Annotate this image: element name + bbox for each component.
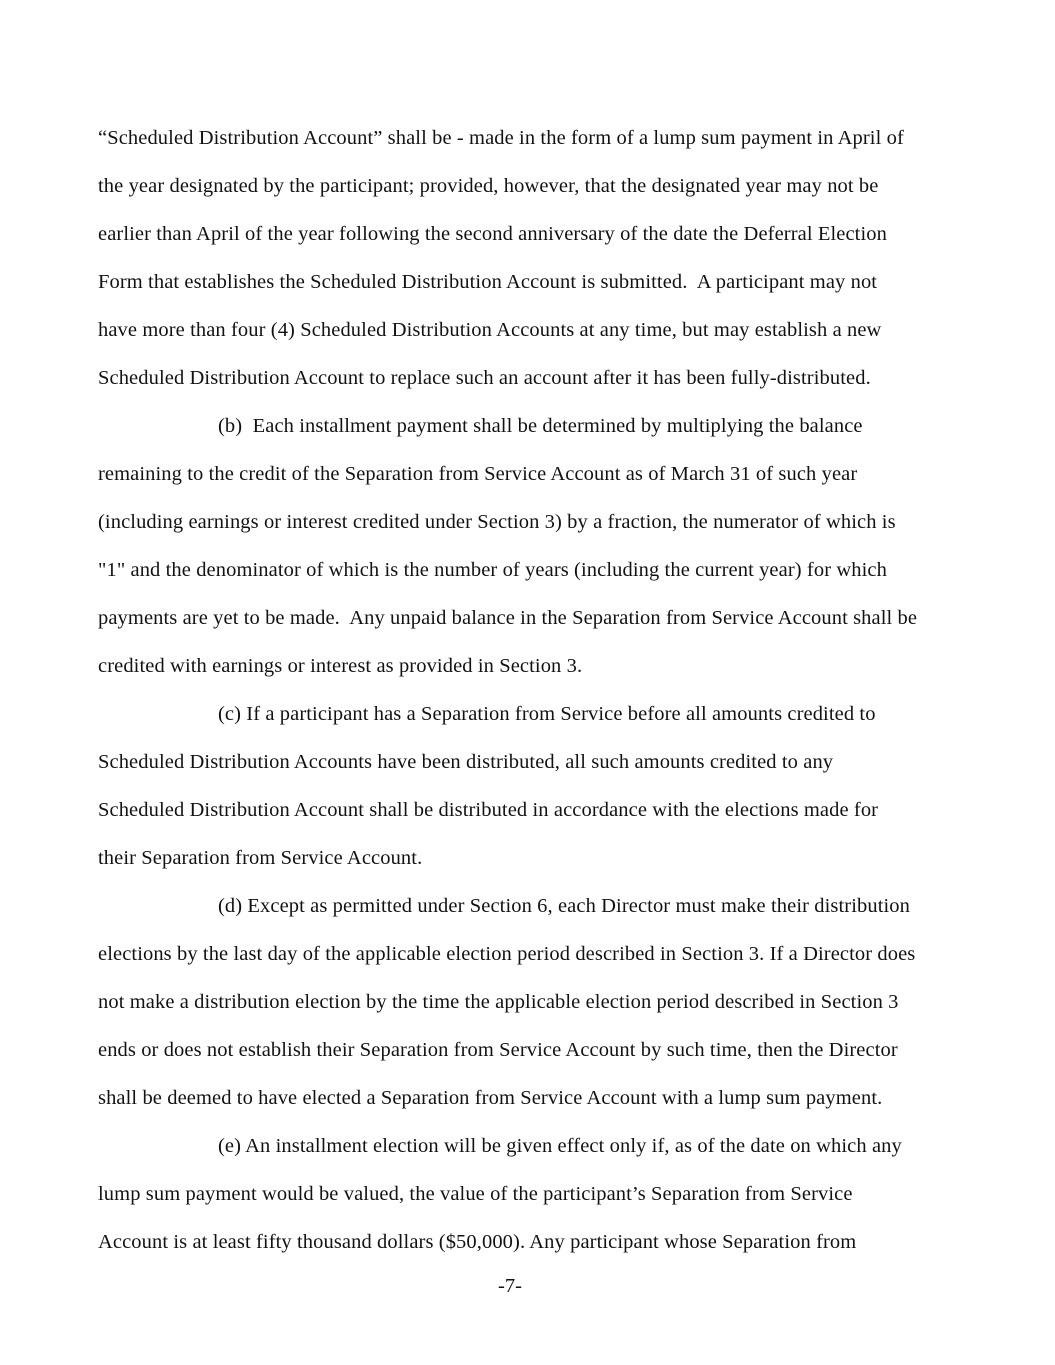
text-line: "1" and the denominator of which is the number of years (including the current year) for which — [98, 559, 887, 581]
paragraph — [98, 114, 935, 402]
text-line: ends or does not establish their Separation from Service Account by such time, then the Director — [98, 1039, 898, 1061]
text-line: elections by the last day of the applicable election period described in Section 3. If a Director does — [98, 943, 916, 965]
text-line: shall be deemed to have elected a Separation from Service Account with a lump sum payment. — [98, 1087, 883, 1109]
text-line: Scheduled Distribution Account to replace such an account after it has been fully-distributed. — [98, 367, 871, 389]
text-line: credited with earnings or interest as provided in Section 3. — [98, 655, 583, 677]
text-line: Scheduled Distribution Account shall be distributed in accordance with the elections made for — [98, 799, 879, 821]
text-line: (including earnings or interest credited under Section 3) by a fraction, the numerator of which is — [98, 511, 896, 533]
text-line: not make a distribution election by the time the applicable election period described in Section 3 — [98, 991, 899, 1013]
paragraph — [98, 882, 935, 1122]
text-line: Form that establishes the Scheduled Distribution Account is submitted. A participant may not — [98, 271, 878, 293]
text-line: Scheduled Distribution Accounts have been distributed, all such amounts credited to any — [98, 751, 834, 773]
paragraph — [98, 402, 935, 690]
paragraph — [98, 690, 935, 882]
document-body — [98, 114, 935, 1266]
text-line: Account is at least fifty thousand dollars ($50,000). Any participant whose Separation from — [98, 1231, 857, 1253]
text-line: remaining to the credit of the Separation from Service Account as of March 31 of such year — [98, 463, 858, 485]
text-line: have more than four (4) Scheduled Distribution Accounts at any time, but may establish a new — [98, 319, 882, 341]
text-line: (c) If a participant has a Separation from Service before all amounts credited to — [218, 703, 876, 725]
text-line: (e) An installment election will be given effect only if, as of the date on which any — [218, 1135, 902, 1157]
text-line: (b) Each installment payment shall be determined by multiplying the balance — [218, 415, 863, 437]
text-line: lump sum payment would be valued, the value of the participant’s Separation from Service — [98, 1183, 853, 1205]
text-line: “Scheduled Distribution Account” shall be - made in the form of a lump sum payment in April of — [98, 127, 904, 149]
paragraph — [98, 1122, 935, 1266]
page-number: -7- — [498, 1275, 522, 1297]
text-line: their Separation from Service Account. — [98, 847, 423, 869]
text-line: payments are yet to be made. Any unpaid balance in the Separation from Service Account shall be — [98, 607, 918, 629]
text-line: the year designated by the participant; provided, however, that the designated year may not be — [98, 175, 879, 197]
text-line: (d) Except as permitted under Section 6, each Director must make their distribution — [218, 895, 910, 917]
text-line: earlier than April of the year following the second anniversary of the date the Deferral Election — [98, 223, 887, 245]
